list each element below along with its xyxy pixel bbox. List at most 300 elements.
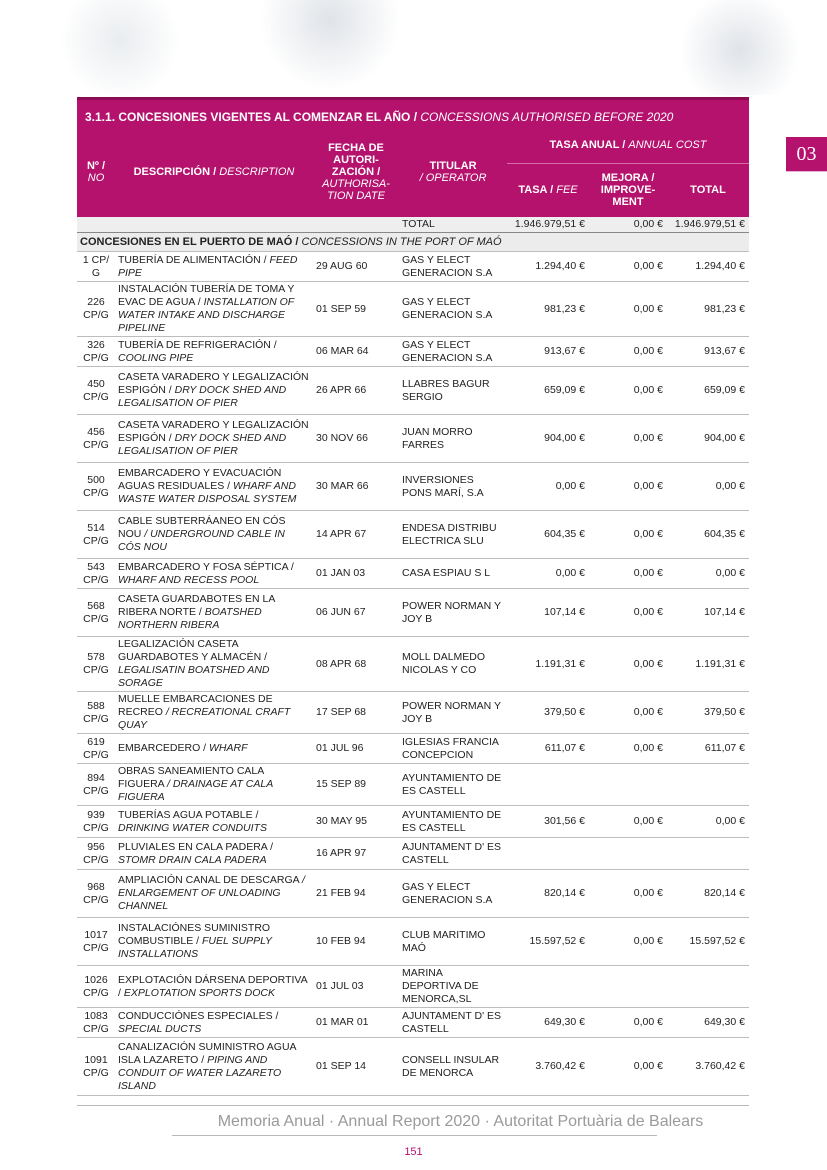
fee-value: 649,30 € — [544, 1016, 585, 1028]
concession-number: 894 CP/G — [83, 771, 109, 797]
operator-name: LLABRES BAGUR SERGIO — [402, 377, 490, 403]
description-es: CABLE SUBTERRÁANEO EN CÓS NOU — [118, 515, 286, 540]
cell-number — [77, 966, 115, 1008]
table-title-es: 3.1.1. CONCESIONES VIGENTES AL COMENZAR EL AÑO / — [85, 110, 421, 124]
improvement-value: 0,00 € — [633, 528, 663, 540]
cell-holder — [399, 337, 507, 367]
totals-improvement: 0,00 € — [589, 217, 667, 233]
cell-fee — [507, 966, 589, 1008]
col-header-description — [115, 127, 313, 217]
cell-total — [667, 734, 749, 764]
table-header — [77, 127, 749, 217]
operator-name: JUAN MORRO FARRES — [402, 425, 473, 451]
description-en: STOMR DRAIN CALA PADERA — [118, 853, 267, 866]
table-row — [77, 734, 749, 764]
cell-fee — [507, 870, 589, 918]
concession-number: 456 CP/G — [83, 425, 109, 451]
fee-value: 0,00 € — [555, 480, 585, 492]
cell-number — [77, 367, 115, 415]
concession-number: 1017 CP/G — [83, 928, 109, 954]
description-es: TUBERÍA DE REFRIGERACIÓN / — [118, 338, 277, 351]
cell-date — [313, 415, 399, 463]
cell-date — [313, 559, 399, 589]
concession-number: 568 CP/G — [83, 599, 109, 625]
description-en: INSTALLATION OF WATER INTAKE AND DISCHARGE PIPELINE — [118, 296, 295, 334]
col-header-fee-es: TASA / — [518, 184, 557, 197]
cell-improvement — [589, 870, 667, 918]
concession-number: 450 CP/G — [83, 377, 109, 403]
cell-total — [667, 764, 749, 806]
concessions-table-frame — [77, 97, 749, 1096]
cell-holder — [399, 1008, 507, 1038]
cell-number — [77, 1038, 115, 1096]
operator-name: POWER NORMAN Y JOY B — [402, 599, 501, 625]
fee-value: 904,00 € — [544, 432, 585, 444]
cell-improvement — [589, 463, 667, 511]
cell-improvement — [589, 764, 667, 806]
cell-description — [115, 463, 313, 511]
cell-fee — [507, 734, 589, 764]
concession-number: 326 CP/G — [83, 338, 109, 364]
improvement-value: 0,00 € — [633, 1016, 663, 1028]
authorisation-date: 06 MAR 64 — [316, 345, 369, 357]
operator-name: MOLL DALMEDO NICOLAS Y CO — [402, 651, 486, 676]
table-row — [77, 918, 749, 966]
fee-value: 913,67 € — [544, 345, 585, 357]
cell-date — [313, 918, 399, 966]
cell-date — [313, 1008, 399, 1038]
cell-total — [667, 870, 749, 918]
cell-fee — [507, 463, 589, 511]
cell-description — [115, 966, 313, 1008]
improvement-value: 0,00 € — [633, 302, 663, 315]
cell-fee — [507, 764, 589, 806]
cell-fee — [507, 1008, 589, 1038]
cell-date — [313, 806, 399, 838]
description-es: MUELLE EMBARCACIONES DE RECREO — [118, 693, 273, 718]
table-row — [77, 559, 749, 589]
cell-total — [667, 692, 749, 734]
cell-number — [77, 252, 115, 282]
fee-value: 107,14 € — [544, 606, 585, 618]
description-es: CASETA GUARDABOTES EN LA RIBERA NORTE / — [118, 593, 275, 618]
description-es: CASETA VARADERO Y LEGALIZACIÓN ESPIGÓN / — [118, 371, 309, 396]
table-row — [77, 337, 749, 367]
cell-holder — [399, 966, 507, 1008]
description-en: FEED PIPE — [118, 253, 298, 279]
concessions-table — [77, 127, 749, 1096]
col-header-fee-en: FEE — [556, 184, 578, 197]
operator-name: AJUNTAMENT D' ES CASTELL — [402, 1009, 502, 1035]
description-en: / ENLARGEMENT OF UNLOADING CHANNEL — [118, 874, 305, 912]
cell-description — [115, 282, 313, 337]
operator-name: AJUNTAMENT D' ES CASTELL — [402, 840, 502, 866]
table-row — [77, 1008, 749, 1038]
fee-value: 820,14 € — [544, 887, 585, 899]
operator-name: CLUB MARITIMO MAÓ — [402, 928, 486, 954]
section-title-en: CONCESSIONS IN THE PORT OF MAÓ — [301, 235, 502, 248]
cell-number — [77, 415, 115, 463]
total-value: 0,00 € — [715, 480, 745, 492]
cell-date — [313, 282, 399, 337]
cell-improvement — [589, 367, 667, 415]
fee-value: 604,35 € — [544, 528, 585, 540]
concession-number: 514 CP/G — [83, 521, 109, 547]
concession-number: 500 CP/G — [83, 473, 109, 499]
improvement-value: 0,00 € — [633, 260, 663, 272]
cell-date — [313, 692, 399, 734]
improvement-value: 0,00 € — [633, 480, 663, 492]
concession-number: 226 CP/G — [83, 296, 109, 321]
cell-fee — [507, 692, 589, 734]
cell-fee — [507, 337, 589, 367]
cell-improvement — [589, 918, 667, 966]
cell-description — [115, 692, 313, 734]
authorisation-date: 10 FEB 94 — [316, 935, 366, 947]
cell-improvement — [589, 692, 667, 734]
concession-number: 968 CP/G — [83, 880, 109, 906]
cell-date — [313, 637, 399, 692]
cell-holder — [399, 415, 507, 463]
cell-fee — [507, 415, 589, 463]
description-es: EMBARCADERO Y EVACUACIÓN AGUAS RESIDUALES / — [118, 467, 282, 492]
total-value: 0,00 € — [715, 567, 745, 579]
cell-improvement — [589, 511, 667, 559]
col-header-description-en: DESCRIPTION — [219, 166, 295, 178]
operator-name: ENDESA DISTRIBU ELECTRICA SLU — [402, 521, 497, 547]
concession-number: 1 CP/ G — [82, 253, 110, 279]
col-header-no-en: NO — [87, 172, 105, 184]
improvement-value: 0,00 € — [633, 815, 663, 827]
col-header-description-es: DESCRIPCIÓN / — [133, 166, 220, 178]
authorisation-date: 15 SEP 89 — [316, 778, 367, 790]
authorisation-date: 21 FEB 94 — [316, 887, 366, 899]
fee-value: 0,00 € — [555, 567, 585, 579]
cell-date — [313, 511, 399, 559]
fee-value: 1.294,40 € — [535, 260, 585, 272]
cell-number — [77, 559, 115, 589]
cell-date — [313, 589, 399, 637]
fee-value: 659,09 € — [544, 384, 585, 396]
table-row — [77, 966, 749, 1008]
cell-number — [77, 1008, 115, 1038]
total-value: 649,30 € — [704, 1016, 745, 1028]
concession-number: 578 CP/G — [83, 651, 109, 676]
table-title-en: CONCESSIONS AUTHORISED BEFORE 2020 — [420, 110, 674, 124]
improvement-value: 0,00 € — [633, 657, 663, 670]
cell-number — [77, 734, 115, 764]
table-row — [77, 367, 749, 415]
cell-number — [77, 692, 115, 734]
cell-number — [77, 637, 115, 692]
description-es: CONDUCCIÓNES ESPECIALES / — [118, 1009, 279, 1022]
improvement-value: 0,00 € — [633, 384, 663, 396]
description-es: TUBERÍAS AGUA POTABLE / — [118, 808, 259, 821]
table-row — [77, 589, 749, 637]
cell-improvement — [589, 966, 667, 1008]
description-en: / RECREATIONAL CRAFT QUAY — [118, 706, 291, 731]
fee-value: 611,07 € — [544, 742, 585, 754]
cell-holder — [399, 589, 507, 637]
authorisation-date: 06 JUN 67 — [316, 606, 366, 618]
section-title — [77, 233, 749, 252]
cell-holder — [399, 1038, 507, 1096]
authorisation-date: 30 MAR 66 — [316, 480, 369, 492]
col-header-improvement: MEJORA / IMPROVE- MENT — [589, 163, 667, 217]
cell-improvement — [589, 252, 667, 282]
cell-fee — [507, 918, 589, 966]
authorisation-date: 17 SEP 68 — [316, 706, 367, 718]
cell-improvement — [589, 337, 667, 367]
improvement-value: 0,00 € — [633, 887, 663, 899]
cell-improvement — [589, 734, 667, 764]
cell-number — [77, 337, 115, 367]
improvement-value: 0,00 € — [633, 567, 663, 579]
cell-holder — [399, 252, 507, 282]
description-en: LEGALISATIN BOATSHED AND SORAGE — [118, 664, 270, 689]
description-es: AMPLIACIÓN CANAL DE DESCARGA — [118, 874, 302, 886]
cell-total — [667, 252, 749, 282]
description-es: PLUVIALES EN CALA PADERA / — [118, 840, 274, 853]
cell-description — [115, 252, 313, 282]
description-es: EMBARCEDERO / — [118, 742, 210, 754]
header-background — [0, 0, 827, 95]
cell-improvement — [589, 806, 667, 838]
description-es: INSTALACIÓN TUBERÍA DE TOMA Y EVAC DE AGUA / — [118, 283, 295, 308]
cell-fee — [507, 559, 589, 589]
operator-name: INVERSIONES PONS MARÍ, S.A — [402, 473, 484, 499]
authorisation-date: 01 SEP 59 — [316, 302, 367, 315]
cell-total — [667, 415, 749, 463]
operator-name: GAS Y ELECT GENERACION S.A — [402, 338, 493, 364]
concession-number: 956 CP/G — [83, 840, 109, 866]
section-title-es: CONCESIONES EN EL PUERTO DE MAÓ / — [80, 235, 302, 248]
table-row — [77, 282, 749, 337]
totals-row — [77, 217, 749, 233]
description-es: INSTALACIÓNES SUMINISTRO COMBUSTIBLE / — [118, 922, 271, 947]
cell-total — [667, 637, 749, 692]
cell-number — [77, 589, 115, 637]
improvement-value: 0,00 € — [633, 742, 663, 754]
total-value: 611,07 € — [704, 742, 745, 754]
cell-total — [667, 838, 749, 870]
cell-description — [115, 337, 313, 367]
improvement-value: 0,00 € — [633, 432, 663, 444]
cell-fee — [507, 367, 589, 415]
cell-number — [77, 806, 115, 838]
authorisation-date: 01 SEP 14 — [316, 1060, 367, 1072]
cell-date — [313, 734, 399, 764]
description-en: WHARF AND WASTE WATER DISPOSAL SYSTEM — [118, 480, 297, 505]
total-value: 820,14 € — [704, 887, 745, 899]
improvement-value: 0,00 € — [633, 1060, 663, 1072]
table-row — [77, 637, 749, 692]
cell-fee — [507, 806, 589, 838]
description-es: OBRAS SANEAMIENTO CALA FIGUERA — [118, 765, 264, 790]
fee-value: 3.760,42 € — [535, 1060, 585, 1072]
cell-description — [115, 559, 313, 589]
col-header-no-es: Nº / — [86, 160, 106, 172]
cell-fee — [507, 637, 589, 692]
fee-value: 1.191,31 € — [535, 657, 585, 670]
cell-fee — [507, 1038, 589, 1096]
cell-date — [313, 463, 399, 511]
improvement-value: 0,00 € — [633, 345, 663, 357]
cell-fee — [507, 589, 589, 637]
fee-value: 301,56 € — [544, 815, 585, 827]
cell-fee — [507, 282, 589, 337]
cell-date — [313, 966, 399, 1008]
cell-description — [115, 764, 313, 806]
description-es: CANALIZACIÓN SUMINISTRO AGUA ISLA LAZARETO / — [118, 1040, 296, 1066]
authorisation-date: 08 APR 68 — [316, 657, 367, 670]
improvement-value: 0,00 € — [633, 606, 663, 618]
operator-name: IGLESIAS FRANCIA CONCEPCION — [402, 735, 499, 761]
description-en: EXPLOTATION SPORTS DOCK — [123, 986, 275, 999]
total-value: 1.294,40 € — [695, 260, 745, 272]
cell-fee — [507, 252, 589, 282]
cell-total — [667, 918, 749, 966]
footer-rule-top — [77, 1105, 749, 1106]
authorisation-date: 01 JUL 96 — [316, 742, 364, 754]
cell-date — [313, 870, 399, 918]
cell-description — [115, 1008, 313, 1038]
description-en: BOATSHED NORTHERN RIBERA — [118, 606, 262, 631]
table-row — [77, 764, 749, 806]
page-footer — [77, 1105, 749, 1136]
cell-holder — [399, 734, 507, 764]
concession-number: 939 CP/G — [83, 808, 109, 834]
description-es: TUBERÍA DE ALIMENTACIÓN / — [118, 253, 270, 266]
total-value: 107,14 € — [704, 606, 745, 618]
cell-improvement — [589, 282, 667, 337]
total-value: 379,50 € — [704, 706, 745, 718]
chapter-tab: 03 — [786, 137, 827, 171]
authorisation-date: 01 JUL 03 — [316, 980, 364, 992]
cell-improvement — [589, 559, 667, 589]
table-row — [77, 415, 749, 463]
cell-date — [313, 1038, 399, 1096]
cell-number — [77, 511, 115, 559]
description-en: WHARF AND RECESS POOL — [118, 573, 260, 586]
description-en: / DRAINAGE AT CALA FIGUERA — [118, 778, 273, 803]
cell-holder — [399, 637, 507, 692]
chapter-tab-line — [786, 171, 827, 172]
concession-number: 1026 CP/G — [83, 973, 109, 999]
operator-name: GAS Y ELECT GENERACION S.A — [402, 296, 493, 321]
totals-fee: 1.946.979,51 € — [507, 217, 589, 233]
col-header-holder-es: TITULAR — [429, 160, 477, 172]
fee-value: 379,50 € — [544, 706, 585, 718]
total-value: 904,00 € — [704, 432, 745, 444]
cell-description — [115, 589, 313, 637]
total-value: 604,35 € — [704, 528, 745, 540]
cell-fee — [507, 838, 589, 870]
col-header-fee — [507, 163, 589, 217]
section-row — [77, 233, 749, 252]
cell-total — [667, 589, 749, 637]
cell-description — [115, 806, 313, 838]
cell-description — [115, 637, 313, 692]
concession-number: 619 CP/G — [83, 735, 109, 761]
cell-total — [667, 559, 749, 589]
col-header-date — [313, 127, 399, 217]
cell-description — [115, 838, 313, 870]
operator-name: MARINA DEPORTIVA DE MENORCA,SL — [402, 967, 479, 1005]
cell-holder — [399, 806, 507, 838]
col-header-fee-group — [507, 127, 749, 163]
cell-date — [313, 838, 399, 870]
table-row — [77, 806, 749, 838]
cell-date — [313, 337, 399, 367]
cell-holder — [399, 692, 507, 734]
description-en: WHARF — [209, 742, 248, 754]
concession-number: 588 CP/G — [83, 699, 109, 725]
table-title — [77, 97, 749, 127]
concession-rows — [77, 252, 749, 1096]
total-value: 15.597,52 € — [689, 935, 745, 947]
cell-holder — [399, 511, 507, 559]
table-row — [77, 463, 749, 511]
operator-name: CONSELL INSULAR DE MENORCA — [402, 1053, 500, 1079]
cell-description — [115, 511, 313, 559]
concession-number: 1083 CP/G — [83, 1009, 109, 1035]
description-en: PIPING AND CONDUIT OF WATER LAZARETO ISLAND — [118, 1053, 282, 1092]
operator-name: GAS Y ELECT GENERACION S.A — [402, 880, 493, 906]
cell-total — [667, 1038, 749, 1096]
col-header-holder — [399, 127, 507, 217]
cell-holder — [399, 764, 507, 806]
total-value: 659,09 € — [704, 384, 745, 396]
cell-improvement — [589, 1008, 667, 1038]
cell-total — [667, 337, 749, 367]
cell-total — [667, 282, 749, 337]
operator-name: CASA ESPIAU S L — [402, 567, 491, 579]
authorisation-date: 30 NOV 66 — [316, 432, 368, 444]
table-row — [77, 870, 749, 918]
description-es: EXPLOTACIÓN DÁRSENA DEPORTIVA / — [118, 973, 308, 999]
cell-holder — [399, 559, 507, 589]
improvement-value: 0,00 € — [633, 935, 663, 947]
description-en: DRY DOCK SHED AND LEGALISATION OF PIER — [118, 384, 287, 409]
col-header-fee-group-es: TASA ANUAL / — [549, 138, 629, 151]
description-es: EMBARCADERO Y FOSA SÉPTICA / — [118, 560, 294, 573]
operator-name: AYUNTAMIENTO DE ES CASTELL — [402, 771, 502, 797]
totals-label: TOTAL — [399, 217, 507, 233]
cell-description — [115, 1038, 313, 1096]
cell-date — [313, 764, 399, 806]
authorisation-date: 01 MAR 01 — [316, 1016, 369, 1028]
table-row — [77, 511, 749, 559]
cell-description — [115, 870, 313, 918]
col-header-date-es: FECHA DE AUTORI- ZACIÓN / — [328, 142, 384, 178]
cell-holder — [399, 463, 507, 511]
cell-total — [667, 966, 749, 1008]
operator-name: AYUNTAMIENTO DE ES CASTELL — [402, 808, 502, 834]
cell-description — [115, 734, 313, 764]
table-row — [77, 692, 749, 734]
fee-value: 15.597,52 € — [529, 935, 585, 947]
description-en: DRINKING WATER CONDUITS — [118, 821, 267, 834]
col-header-total: TOTAL — [667, 163, 749, 217]
cell-total — [667, 511, 749, 559]
cell-number — [77, 282, 115, 337]
cell-number — [77, 838, 115, 870]
table-row — [77, 1038, 749, 1096]
description-en: COOLING PIPE — [118, 351, 194, 364]
cell-number — [77, 764, 115, 806]
cell-holder — [399, 918, 507, 966]
